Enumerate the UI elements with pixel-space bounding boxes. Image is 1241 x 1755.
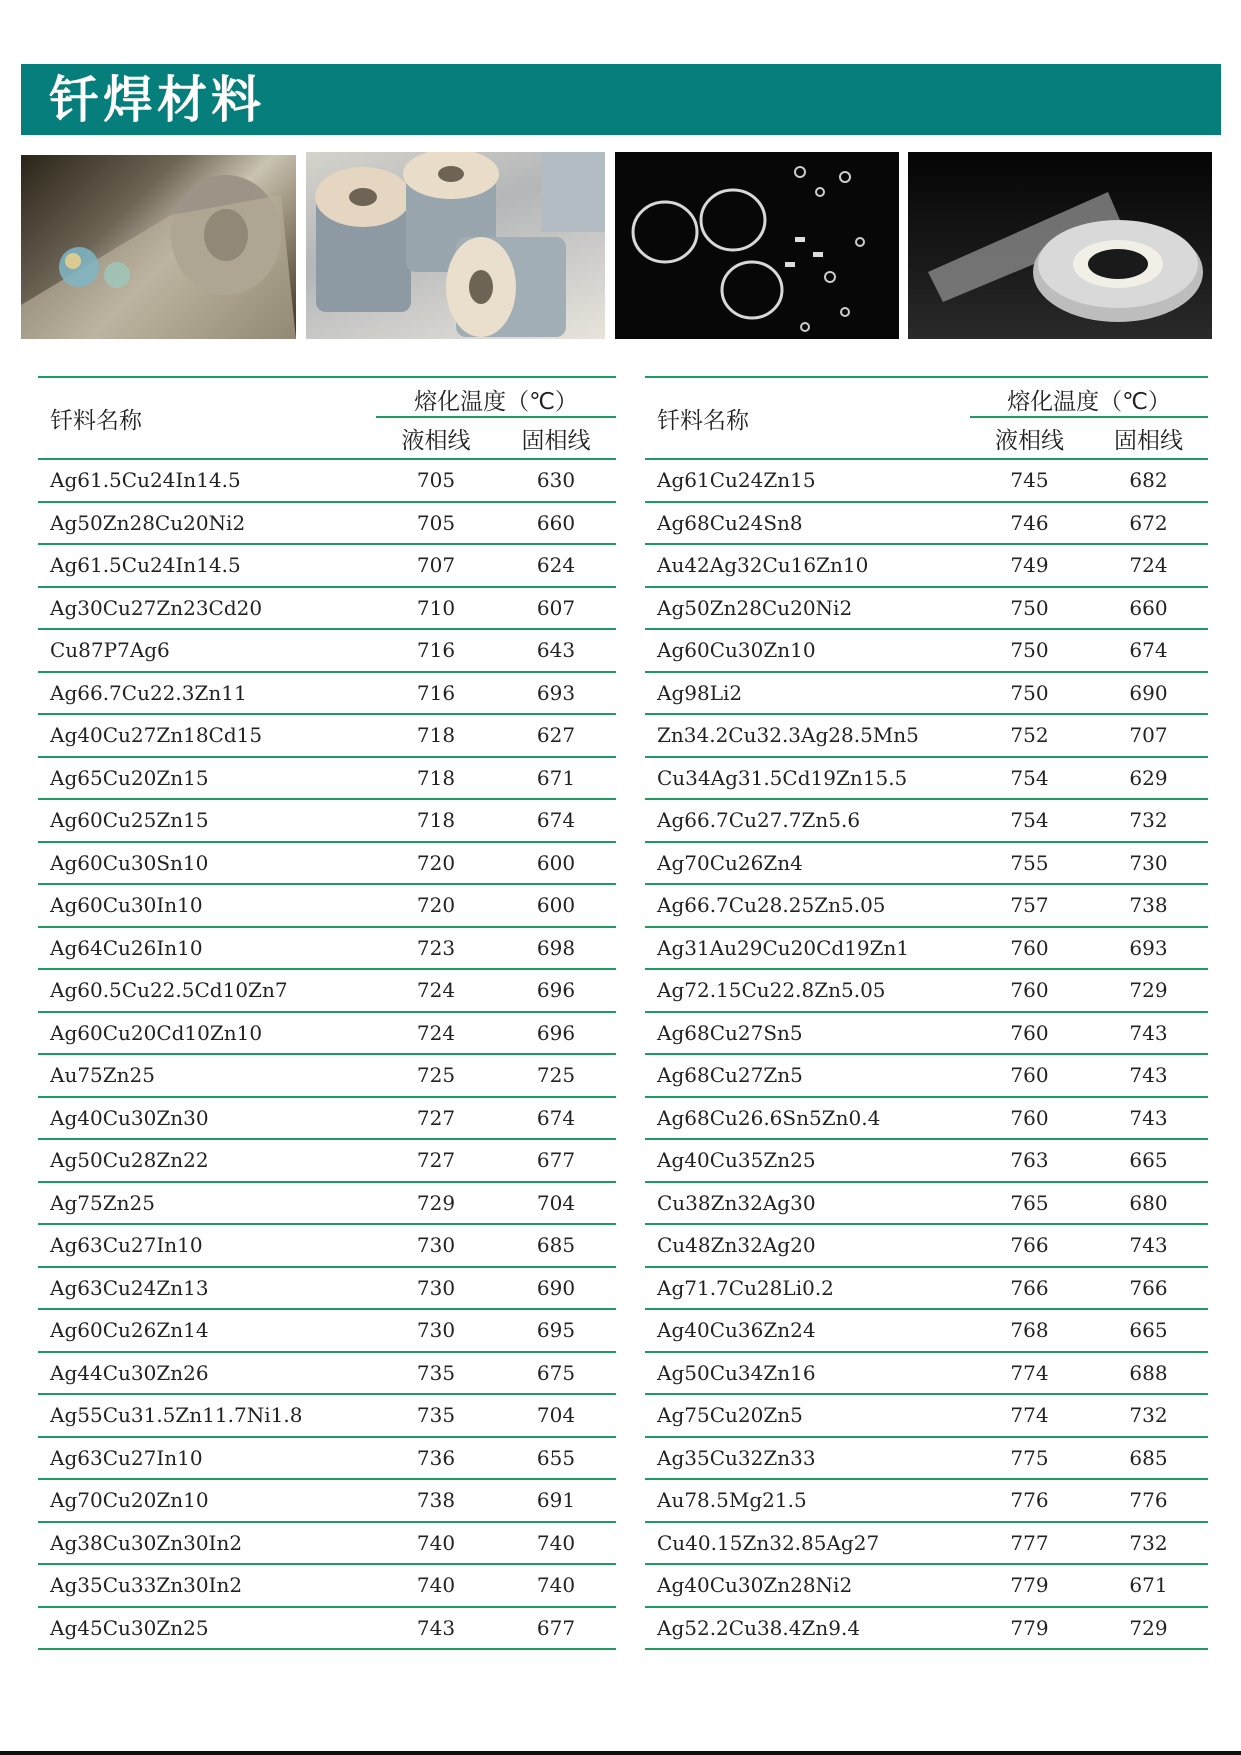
liquidus-temp: 743 xyxy=(376,1607,496,1650)
header-melting-temp: 熔化温度（℃） xyxy=(970,377,1208,417)
alloy-name: Ag50Zn28Cu20Ni2 xyxy=(38,502,376,545)
liquidus-temp: 725 xyxy=(376,1054,496,1097)
alloy-name: Ag68Cu24Sn8 xyxy=(645,502,970,545)
liquidus-temp: 727 xyxy=(376,1139,496,1182)
liquidus-temp: 705 xyxy=(376,459,496,502)
table-row xyxy=(645,672,1208,715)
solidus-temp: 766 xyxy=(1089,1267,1208,1310)
foil-roll-illustration xyxy=(21,155,296,339)
table-row xyxy=(38,587,616,630)
alloy-name: Ag63Cu24Zn13 xyxy=(38,1267,376,1310)
solidus-temp: 674 xyxy=(496,1097,616,1140)
liquidus-temp: 757 xyxy=(970,884,1089,927)
liquidus-temp: 754 xyxy=(970,799,1089,842)
table-row xyxy=(38,927,616,970)
table-row xyxy=(38,842,616,885)
table-row xyxy=(38,1479,616,1522)
table-row xyxy=(645,757,1208,800)
solder-table-left xyxy=(38,376,616,1650)
table-row xyxy=(38,1352,616,1395)
alloy-name: Ag60Cu30Zn10 xyxy=(645,629,970,672)
table-row xyxy=(38,1139,616,1182)
liquidus-temp: 755 xyxy=(970,842,1089,885)
solidus-temp: 660 xyxy=(496,502,616,545)
alloy-name: Zn34.2Cu32.3Ag28.5Mn5 xyxy=(645,714,970,757)
liquidus-temp: 775 xyxy=(970,1437,1089,1480)
header-melting-temp: 熔化温度（℃） xyxy=(376,377,616,417)
table-row xyxy=(645,884,1208,927)
solidus-temp: 671 xyxy=(1089,1564,1208,1607)
liquidus-temp: 727 xyxy=(376,1097,496,1140)
alloy-name: Ag30Cu27Zn23Cd20 xyxy=(38,587,376,630)
header-liquidus: 液相线 xyxy=(376,417,496,459)
table-row xyxy=(38,1182,616,1225)
solidus-temp: 672 xyxy=(1089,502,1208,545)
solidus-temp: 729 xyxy=(1089,969,1208,1012)
solidus-temp: 677 xyxy=(496,1607,616,1650)
solidus-temp: 730 xyxy=(1089,842,1208,885)
liquidus-temp: 779 xyxy=(970,1564,1089,1607)
table-row xyxy=(38,459,616,502)
solidus-temp: 743 xyxy=(1089,1054,1208,1097)
table-row xyxy=(645,1437,1208,1480)
alloy-name: Ag40Cu36Zn24 xyxy=(645,1309,970,1352)
liquidus-temp: 760 xyxy=(970,969,1089,1012)
header-solidus: 固相线 xyxy=(496,417,616,459)
table-row xyxy=(645,1394,1208,1437)
solidus-temp: 671 xyxy=(496,757,616,800)
liquidus-temp: 760 xyxy=(970,1012,1089,1055)
liquidus-temp: 724 xyxy=(376,969,496,1012)
alloy-name: Ag70Cu26Zn4 xyxy=(645,842,970,885)
solidus-temp: 740 xyxy=(496,1564,616,1607)
solidus-temp: 665 xyxy=(1089,1139,1208,1182)
table-row xyxy=(645,1224,1208,1267)
table-row xyxy=(38,1522,616,1565)
alloy-name: Ag50Zn28Cu20Ni2 xyxy=(645,587,970,630)
table-row xyxy=(38,757,616,800)
liquidus-temp: 718 xyxy=(376,799,496,842)
solidus-temp: 690 xyxy=(1089,672,1208,715)
alloy-name: Ag35Cu33Zn30In2 xyxy=(38,1564,376,1607)
liquidus-temp: 740 xyxy=(376,1522,496,1565)
alloy-name: Ag40Cu30Zn30 xyxy=(38,1097,376,1140)
table-row xyxy=(38,1097,616,1140)
solidus-temp: 743 xyxy=(1089,1097,1208,1140)
solidus-temp: 707 xyxy=(1089,714,1208,757)
alloy-name: Ag68Cu27Sn5 xyxy=(645,1012,970,1055)
tape-reel-illustration xyxy=(908,152,1212,339)
table-row xyxy=(645,842,1208,885)
solidus-temp: 643 xyxy=(496,629,616,672)
solidus-temp: 696 xyxy=(496,1012,616,1055)
liquidus-temp: 724 xyxy=(376,1012,496,1055)
alloy-name: Ag50Cu28Zn22 xyxy=(38,1139,376,1182)
table-row xyxy=(38,714,616,757)
table-row xyxy=(645,1097,1208,1140)
alloy-name: Ag71.7Cu28Li0.2 xyxy=(645,1267,970,1310)
table-row xyxy=(645,1607,1208,1650)
table-row xyxy=(645,544,1208,587)
alloy-name: Ag98Li2 xyxy=(645,672,970,715)
solidus-temp: 732 xyxy=(1089,1522,1208,1565)
alloy-name: Au42Ag32Cu16Zn10 xyxy=(645,544,970,587)
table-row xyxy=(38,1394,616,1437)
table-row xyxy=(645,587,1208,630)
solder-table-right xyxy=(645,376,1208,1650)
table-row xyxy=(38,1309,616,1352)
liquidus-temp: 705 xyxy=(376,502,496,545)
alloy-name: Au78.5Mg21.5 xyxy=(645,1479,970,1522)
solidus-temp: 690 xyxy=(496,1267,616,1310)
alloy-name: Ag60.5Cu22.5Cd10Zn7 xyxy=(38,969,376,1012)
liquidus-temp: 749 xyxy=(970,544,1089,587)
liquidus-temp: 750 xyxy=(970,629,1089,672)
alloy-name: Cu48Zn32Ag20 xyxy=(645,1224,970,1267)
alloy-name: Ag66.7Cu28.25Zn5.05 xyxy=(645,884,970,927)
alloy-name: Ag55Cu31.5Zn11.7Ni1.8 xyxy=(38,1394,376,1437)
alloy-name: Ag63Cu27In10 xyxy=(38,1437,376,1480)
alloy-name: Ag60Cu25Zn15 xyxy=(38,799,376,842)
table-row xyxy=(38,544,616,587)
title-banner xyxy=(21,64,1221,135)
liquidus-temp: 763 xyxy=(970,1139,1089,1182)
page-bottom-rule xyxy=(0,1751,1241,1755)
alloy-name: Ag61.5Cu24In14.5 xyxy=(38,544,376,587)
alloy-name: Ag40Cu35Zn25 xyxy=(645,1139,970,1182)
liquidus-temp: 729 xyxy=(376,1182,496,1225)
solidus-temp: 704 xyxy=(496,1182,616,1225)
table-row xyxy=(38,884,616,927)
solidus-temp: 674 xyxy=(1089,629,1208,672)
alloy-name: Ag66.7Cu27.7Zn5.6 xyxy=(645,799,970,842)
header-liquidus: 液相线 xyxy=(970,417,1089,459)
table-row xyxy=(645,1479,1208,1522)
alloy-name: Ag40Cu30Zn28Ni2 xyxy=(645,1564,970,1607)
solidus-temp: 630 xyxy=(496,459,616,502)
liquidus-temp: 760 xyxy=(970,927,1089,970)
alloy-name: Ag65Cu20Zn15 xyxy=(38,757,376,800)
liquidus-temp: 740 xyxy=(376,1564,496,1607)
liquidus-temp: 723 xyxy=(376,927,496,970)
alloy-name: Ag60Cu30In10 xyxy=(38,884,376,927)
alloy-name: Cu38Zn32Ag30 xyxy=(645,1182,970,1225)
photo-wire-spools xyxy=(306,152,605,339)
liquidus-temp: 736 xyxy=(376,1437,496,1480)
liquidus-temp: 746 xyxy=(970,502,1089,545)
liquidus-temp: 718 xyxy=(376,714,496,757)
alloy-name: Ag68Cu27Zn5 xyxy=(645,1054,970,1097)
liquidus-temp: 735 xyxy=(376,1352,496,1395)
solidus-temp: 600 xyxy=(496,884,616,927)
alloy-name: Ag40Cu27Zn18Cd15 xyxy=(38,714,376,757)
alloy-name: Ag64Cu26In10 xyxy=(38,927,376,970)
solidus-temp: 680 xyxy=(1089,1182,1208,1225)
liquidus-temp: 716 xyxy=(376,629,496,672)
liquidus-temp: 720 xyxy=(376,842,496,885)
solidus-temp: 691 xyxy=(496,1479,616,1522)
alloy-name: Ag60Cu30Sn10 xyxy=(38,842,376,885)
solidus-temp: 627 xyxy=(496,714,616,757)
liquidus-temp: 716 xyxy=(376,672,496,715)
wire-spools-illustration xyxy=(306,152,605,339)
alloy-name: Ag60Cu26Zn14 xyxy=(38,1309,376,1352)
table-row xyxy=(645,1522,1208,1565)
table-row xyxy=(645,1352,1208,1395)
solidus-temp: 607 xyxy=(496,587,616,630)
table-row xyxy=(645,799,1208,842)
liquidus-temp: 766 xyxy=(970,1267,1089,1310)
table-row xyxy=(38,1564,616,1607)
table-row xyxy=(38,1224,616,1267)
solidus-temp: 693 xyxy=(496,672,616,715)
solidus-temp: 695 xyxy=(496,1309,616,1352)
alloy-name: Ag45Cu30Zn25 xyxy=(38,1607,376,1650)
table-row xyxy=(645,1012,1208,1055)
liquidus-temp: 768 xyxy=(970,1309,1089,1352)
liquidus-temp: 760 xyxy=(970,1097,1089,1140)
liquidus-temp: 760 xyxy=(970,1054,1089,1097)
alloy-name: Ag31Au29Cu20Cd19Zn1 xyxy=(645,927,970,970)
liquidus-temp: 750 xyxy=(970,672,1089,715)
liquidus-temp: 777 xyxy=(970,1522,1089,1565)
liquidus-temp: 779 xyxy=(970,1607,1089,1650)
solidus-temp: 725 xyxy=(496,1054,616,1097)
table-row xyxy=(645,969,1208,1012)
header-name: 钎料名称 xyxy=(38,377,376,459)
liquidus-temp: 720 xyxy=(376,884,496,927)
photo-foil-roll xyxy=(21,155,296,339)
alloy-name: Ag75Zn25 xyxy=(38,1182,376,1225)
liquidus-temp: 710 xyxy=(376,587,496,630)
alloy-name: Ag52.2Cu38.4Zn9.4 xyxy=(645,1607,970,1650)
table-row xyxy=(645,1182,1208,1225)
liquidus-temp: 718 xyxy=(376,757,496,800)
alloy-name: Ag61Cu24Zn15 xyxy=(645,459,970,502)
solidus-temp: 688 xyxy=(1089,1352,1208,1395)
liquidus-temp: 754 xyxy=(970,757,1089,800)
liquidus-temp: 776 xyxy=(970,1479,1089,1522)
table-row xyxy=(38,1607,616,1650)
liquidus-temp: 745 xyxy=(970,459,1089,502)
solidus-temp: 629 xyxy=(1089,757,1208,800)
solidus-temp: 698 xyxy=(496,927,616,970)
solidus-temp: 682 xyxy=(1089,459,1208,502)
table-row xyxy=(38,799,616,842)
table-row xyxy=(645,927,1208,970)
alloy-name: Ag63Cu27In10 xyxy=(38,1224,376,1267)
solidus-temp: 685 xyxy=(496,1224,616,1267)
table-row xyxy=(38,672,616,715)
solidus-temp: 677 xyxy=(496,1139,616,1182)
solidus-temp: 732 xyxy=(1089,799,1208,842)
table-row xyxy=(38,1054,616,1097)
alloy-name: Au75Zn25 xyxy=(38,1054,376,1097)
solidus-temp: 704 xyxy=(496,1394,616,1437)
liquidus-temp: 707 xyxy=(376,544,496,587)
solidus-temp: 776 xyxy=(1089,1479,1208,1522)
table-row xyxy=(38,502,616,545)
solidus-temp: 665 xyxy=(1089,1309,1208,1352)
alloy-name: Ag35Cu32Zn33 xyxy=(645,1437,970,1480)
alloy-name: Cu87P7Ag6 xyxy=(38,629,376,672)
liquidus-temp: 774 xyxy=(970,1352,1089,1395)
solidus-temp: 660 xyxy=(1089,587,1208,630)
solidus-temp: 655 xyxy=(496,1437,616,1480)
alloy-name: Cu40.15Zn32.85Ag27 xyxy=(645,1522,970,1565)
table-row xyxy=(645,1564,1208,1607)
solidus-temp: 600 xyxy=(496,842,616,885)
alloy-name: Ag75Cu20Zn5 xyxy=(645,1394,970,1437)
solidus-temp: 675 xyxy=(496,1352,616,1395)
header-name: 钎料名称 xyxy=(645,377,970,459)
table-row xyxy=(38,629,616,672)
table-row xyxy=(645,714,1208,757)
table-row xyxy=(38,1012,616,1055)
alloy-name: Ag70Cu20Zn10 xyxy=(38,1479,376,1522)
solidus-temp: 693 xyxy=(1089,927,1208,970)
alloy-name: Ag61.5Cu24In14.5 xyxy=(38,459,376,502)
table-row xyxy=(645,629,1208,672)
liquidus-temp: 730 xyxy=(376,1267,496,1310)
photo-tape-reel xyxy=(908,152,1212,339)
liquidus-temp: 774 xyxy=(970,1394,1089,1437)
liquidus-temp: 730 xyxy=(376,1309,496,1352)
table-row xyxy=(38,1437,616,1480)
page-title: 钎焊材料 xyxy=(49,71,265,129)
liquidus-temp: 765 xyxy=(970,1182,1089,1225)
liquidus-temp: 752 xyxy=(970,714,1089,757)
alloy-name: Ag60Cu20Cd10Zn10 xyxy=(38,1012,376,1055)
solidus-temp: 743 xyxy=(1089,1012,1208,1055)
solder-preforms-illustration xyxy=(615,152,899,339)
liquidus-temp: 730 xyxy=(376,1224,496,1267)
solidus-temp: 743 xyxy=(1089,1224,1208,1267)
solidus-temp: 738 xyxy=(1089,884,1208,927)
solidus-temp: 685 xyxy=(1089,1437,1208,1480)
table-row xyxy=(38,969,616,1012)
solidus-temp: 724 xyxy=(1089,544,1208,587)
alloy-name: Ag66.7Cu22.3Zn11 xyxy=(38,672,376,715)
liquidus-temp: 735 xyxy=(376,1394,496,1437)
solidus-temp: 740 xyxy=(496,1522,616,1565)
alloy-name: Ag38Cu30Zn30In2 xyxy=(38,1522,376,1565)
header-solidus: 固相线 xyxy=(1089,417,1208,459)
solidus-temp: 696 xyxy=(496,969,616,1012)
liquidus-temp: 766 xyxy=(970,1224,1089,1267)
table-row xyxy=(645,502,1208,545)
table-row xyxy=(645,1267,1208,1310)
table-row xyxy=(645,1054,1208,1097)
liquidus-temp: 750 xyxy=(970,587,1089,630)
solidus-temp: 674 xyxy=(496,799,616,842)
alloy-name: Ag68Cu26.6Sn5Zn0.4 xyxy=(645,1097,970,1140)
solidus-temp: 624 xyxy=(496,544,616,587)
photo-solder-preforms xyxy=(615,152,899,339)
alloy-name: Cu34Ag31.5Cd19Zn15.5 xyxy=(645,757,970,800)
table-row xyxy=(645,1139,1208,1182)
solidus-temp: 729 xyxy=(1089,1607,1208,1650)
table-row xyxy=(645,459,1208,502)
alloy-name: Ag72.15Cu22.8Zn5.05 xyxy=(645,969,970,1012)
table-row xyxy=(38,1267,616,1310)
liquidus-temp: 738 xyxy=(376,1479,496,1522)
alloy-name: Ag50Cu34Zn16 xyxy=(645,1352,970,1395)
alloy-name: Ag44Cu30Zn26 xyxy=(38,1352,376,1395)
solidus-temp: 732 xyxy=(1089,1394,1208,1437)
table-row xyxy=(645,1309,1208,1352)
